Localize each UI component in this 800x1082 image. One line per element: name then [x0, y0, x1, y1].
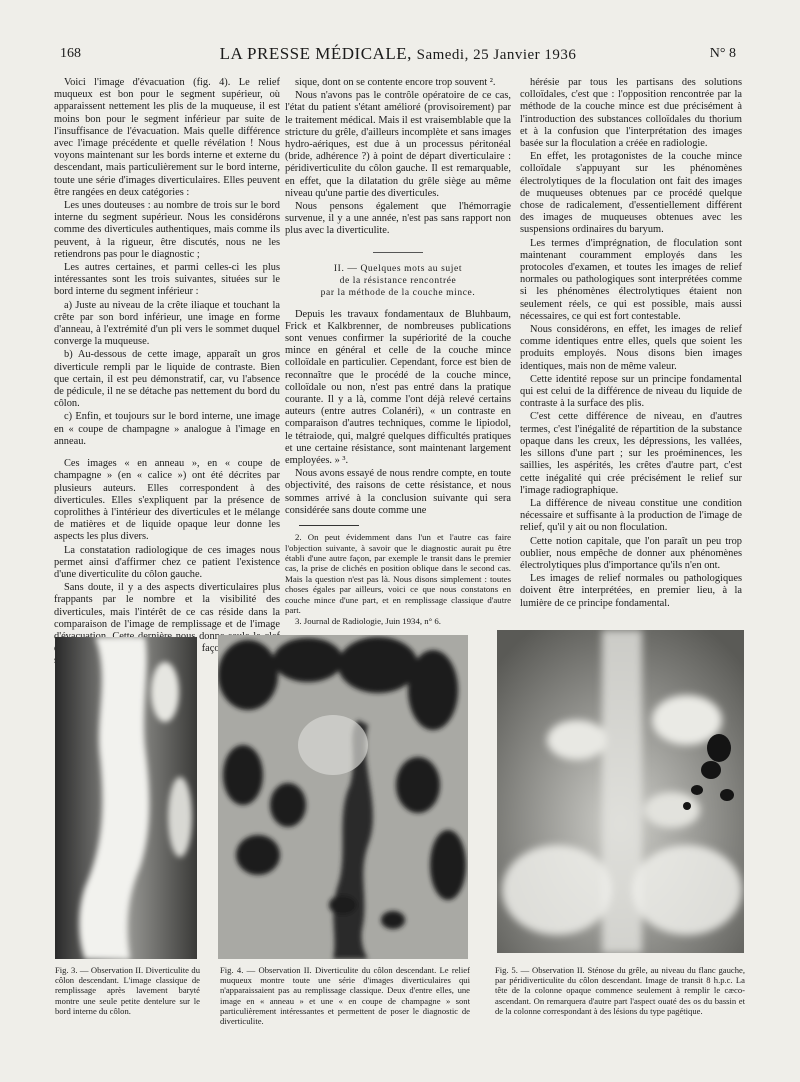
section-divider [373, 252, 423, 253]
paragraph: hérésie par tous les partisans des solutions colloïdales, c'est que : l'opposition rencontrée par la méthode de la couche mince est due précisément à l'introduction des substances colloïdales du thorium et à la confusion que l'interprétation des images basée sur la floculation a créée en radiologie. [520, 77, 742, 150]
issue-date: Samedi, 25 Janvier 1936 [416, 47, 577, 63]
paragraph: a) Juste au niveau de la crête iliaque et touchant la crête par son bord inférieur, une image en forme d'anneau, à l'extrémité d'un pli vers le sommet duquel converge la muqueuse. [54, 299, 280, 348]
figure-5-caption: Fig. 5. — Observation II. Sténose du grêle, au niveau du flanc gauche, par péridiverticulite du côlon descendant. Image de transit 8 h.p.c. La tête de la colonne opaque commence seulement à remplir le cæco-ascendant. On remarquera d'autre part l'aspect ouaté des os du bassin et de la colonne correspondant à des lésions du type pagétique. [495, 965, 745, 1016]
column-1 [54, 77, 280, 669]
column-3 [520, 77, 742, 611]
page-number: 168 [60, 46, 81, 61]
paragraph: Voici l'image d'évacuation (fig. 4). Le relief muqueux est bon pour le segment supérieur, où apparaissent nettement les plis de la muqueuse, il est moins bon pour le segment inférieur par suite de l'insuffisance de l'évacuation. Mais quelle différence avec l'image précédente et quelle révélation ! Nous voyons maintenant sur les bords interne et externe du descendant, mais particulièrement sur le bord interne, toute une série d'images diverticulaires. Elles peuvent être rangées en deux catégories : [54, 77, 280, 198]
figure-4-radiograph [218, 635, 468, 959]
figure-5-radiograph [497, 630, 744, 953]
paragraph: Cette identité repose sur un principe fondamental qui est celui de la différence de niveau du liquide de contraste à la surface des plis. [520, 373, 742, 410]
paragraph: C'est cette différence de niveau, en d'autres termes, c'est l'inégalité de répartition de la substance opaque dans les creux, les dépressions, les vallées, les sillons d'une part ; sur les proéminences, les saillies, les aspérités, les crêtes d'autre part, c'est cette inégalité qui crée précisément le relief sur l'image radiographique. [520, 411, 742, 496]
paragraph: Les termes d'imprégnation, de floculation sont maintenant couramment employés dans les protocoles d'examen, et toutes les images de relief normales ou pathologiques sont interprétées comme si les phénomènes électrolytiques étaient non seulement réels, ce qui est possible, mais aussi nécessaires, ce qui est fort contestable. [520, 237, 742, 322]
paragraph: c) Enfin, et toujours sur le bord interne, une image en « coupe de champagne » analogue à l'image en anneau. [54, 411, 280, 447]
paragraph: Cette notion capitale, que l'on paraît un peu trop oublier, nous empêche de donner aux phénomènes électrolytiques plus d'importance qu'ils n'en ont. [520, 535, 742, 571]
paragraph: Depuis les travaux fondamentaux de Bluhbaum, Frick et Kalkbrenner, de nombreuses publications sont venues confirmer la supériorité de la couche mince en général et celle de la couche mince colloïdale en particulier. Cependant, force est bien de reconnaître que le procédé de la couche mince, colloïdale ou non, n'est pas entré dans la pratique courante. Il y a là, comme l'ont déjà relevé certains auteurs (entre autres Colanéri), « un contraste en comparaison d'autres techniques, comme le lipiodol, le tétraiode, qui, malgré quelques difficultés pratiques et une certaine résistance, sont maintenant largement employées. » ³. [285, 308, 511, 467]
figure-4-caption: Fig. 4. — Observation II. Diverticulite du côlon descendant. Le relief muqueux montre toute une série d'images diverticulaires qui n'apparaissaient pas au remplissage classique. Deux d'entre elles, une image en « anneau » et une « en coupe de champagne » sont particulièrement intéressantes et permettent de poser le diagnostic de diverticulite. [220, 965, 470, 1027]
section-heading-line: par la méthode de la couche mince. [320, 287, 476, 298]
journal-name: LA PRESSE MÉDICALE, [219, 44, 412, 63]
issue-number: N° 8 [709, 46, 736, 61]
paragraph: Nous n'avons pas le contrôle opératoire de ce cas, l'état du patient s'étant amélioré (provisoirement) par le traitement médical. Mais il est vraisemblable que la stricture du grêle, d'ailleurs incomplète et sans images hydro-aériques, est due à un processus péritonéal (bride, adhérence ?) à point de départ diverticulaire : péridiverticulite du côlon gauche. Il est remarquable, en effet, que la dilatation du grêle siège au même niveau qu'une partie des diverticules. [285, 90, 511, 199]
paragraph: En effet, les protagonistes de la couche mince colloïdale s'appuyant sur les phénomènes électrolytiques de la floculation ont fait des images de muqueuses obtenues par ce procédé quelque chose de radicalement, d'essentiellement différent des images de muqueuses obtenues avec les suspensions ordinaires du baryum. [520, 151, 742, 236]
section-heading-line: II. — Quelques mots au sujet [333, 263, 463, 274]
paragraph: Nous pensons également que l'hémorragie survenue, il y a une année, n'est pas sans rapport non plus avec la diverticulite. [285, 201, 511, 237]
paragraph: La différence de niveau constitue une condition nécessaire et suffisante à la production de l'image de relief, qu'il y ait ou non floculation. [520, 497, 742, 534]
paragraph: sique, dont on se contente encore trop souvent ². [295, 77, 496, 88]
paragraph: Ces images « en anneau », en « coupe de champagne » (en « calice ») ont été décrites par plusieurs auteurs. Elles correspondent à des diverticules. Elles s'expliquent par la présence de coprolithes à l'intérieur des diverticules et le mélange de matières et de liquide opaque leur donne les aspects les plus divers. [54, 458, 280, 543]
page-header [60, 44, 736, 66]
column-2 [285, 77, 511, 628]
paragraph: La constatation radiologique de ces images nous permet ainsi d'affirmer chez ce patient l'existence d'une diverticulite du côlon gauche. [54, 544, 280, 580]
footnote: 2. On peut évidemment dans l'un et l'autre cas faire l'objection suivante, à savoir que le diagnostic aurait pu être établi d'une autre façon, par exemple le transit dans le premier cas, la prise de clichés en position oblique dans le second cas. Mais la question n'est pas là. Nous disons simplement : toutes choses égales par ailleurs, voici ce que nous constatons en couche mince d'une part, et en remplissage classique d'autre part. [285, 532, 511, 615]
paragraph: Sans doute, il y a des aspects diverticulaires plus frappants par le nombre et la visibilité des diverticules, mais l'intérêt de ce cas réside dans la comparaison de l'image de remplissage et de l'image donne façon [54, 582, 280, 655]
footnote: 3. Journal de Radiologie, Juin 1934, n° 6. [295, 616, 441, 627]
paragraph: Les images de relief normales ou pathologiques doivent être interprétées, en premier lieu, à la lumière de ce principe fondamental. [520, 573, 742, 609]
figure-3-radiograph [55, 637, 197, 959]
section-heading-line: de la résistance rencontrée [339, 275, 457, 286]
section-heading [285, 252, 511, 299]
figure-3-caption: Fig. 3. — Observation II. Diverticulite du côlon descendant. L'image classique de remplissage après lavement baryté montre une seule petite dentelure sur le bord interne du côlon. [55, 965, 200, 1016]
paragraph: Nous avons essayé de nous rendre compte, en toute objectivité, des raisons de cette résistance, et nous sommes arrivé à la conclusion suivante qui sera considérée sans doute comme une [285, 468, 511, 516]
paragraph: Les autres certaines, et parmi celles-ci les plus intéressantes sont les trois suivantes, situées sur le bord interne du segment inférieur : [54, 262, 280, 298]
paragraph: Nous considérons, en effet, les images de relief comme identiques entre elles, quels que soient les produits employés. Nous disons bien images identiques, mais non de même valeur. [520, 324, 742, 372]
footnote-rule [299, 525, 359, 526]
paragraph: Les unes douteuses : au nombre de trois sur le bord interne du segment supérieur. Nous les considérons comme des diverticules authentiques, mais comme ils peuvent, à la rigueur, être discutés, nous ne les retiendrons pas pour le diagnostic ; [54, 200, 280, 260]
paragraph: b) Au-dessous de cette image, apparaît un gros diverticule rempli par le liquide de contraste. Bien que certain, il est peu démonstratif, car, vu l'absence de pédicule, il ne se détache pas nettement du bord du côlon. [54, 349, 280, 410]
journal-title [60, 44, 736, 64]
